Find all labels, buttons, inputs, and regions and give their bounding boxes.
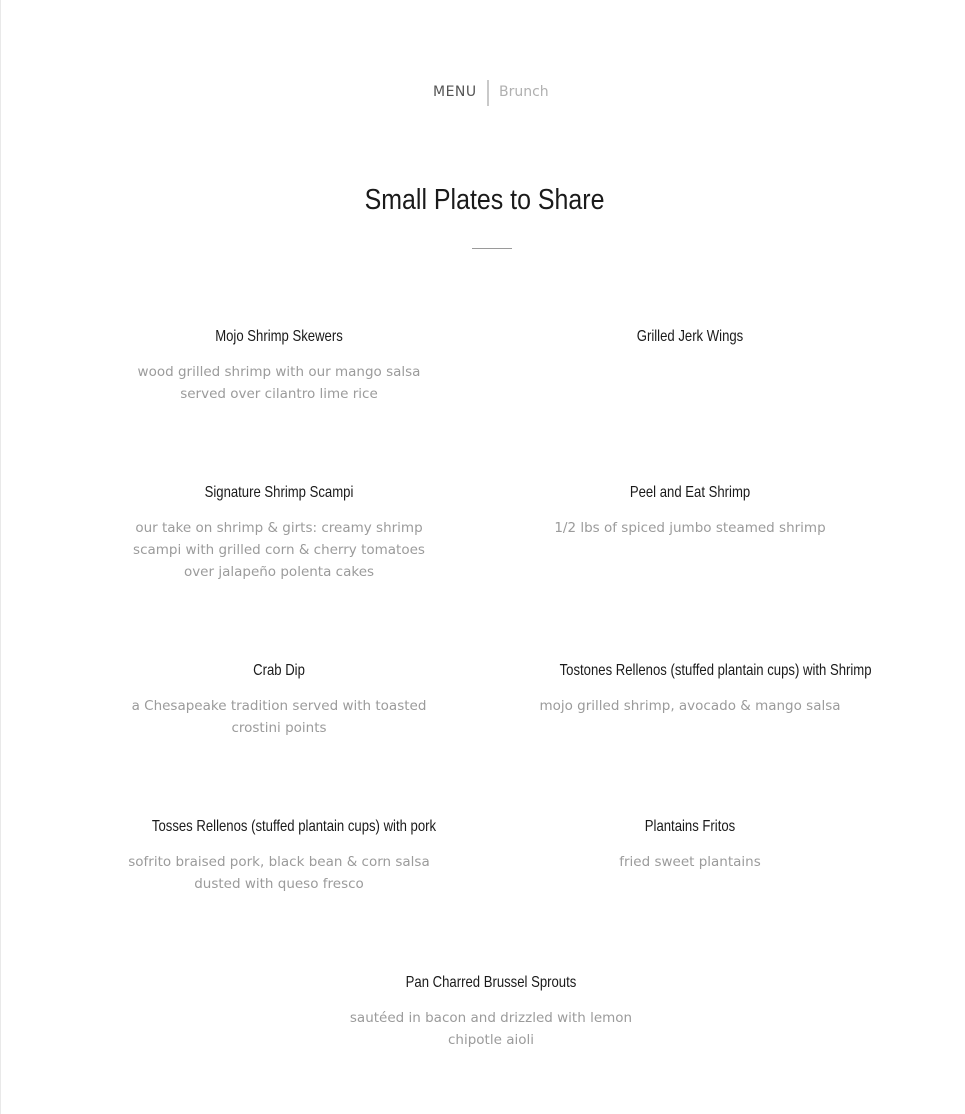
menu-item-name: Plantains Fritos	[644, 818, 736, 835]
menu-item	[531, 327, 849, 347]
menu-item-name: Tosses Rellenos (stuffed plantain cups) with pork	[151, 818, 437, 835]
menu-item	[124, 661, 434, 739]
menu-item-description: a Chesapeake tradition served with toasted crostini points	[131, 698, 427, 736]
menu-item-description: sofrito braised pork, black bean & corn salsa dusted with queso fresco	[128, 854, 430, 892]
menu-item-name: Pan Charred Brussel Sprouts	[405, 974, 577, 991]
menu-nav	[1, 80, 965, 108]
menu-item-name: Grilled Jerk Wings	[636, 328, 744, 345]
menu-item	[331, 973, 651, 1051]
menu-item-description: sautéed in bacon and drizzled with lemon chipotle aioli	[349, 1010, 633, 1048]
menu-item-name: Mojo Shrimp Skewers	[215, 328, 343, 345]
menu-item-name: Tostones Rellenos (stuffed plantain cups) with Shrimp	[559, 662, 872, 679]
menu-item-description: wood grilled shrimp with our mango salsa served over cilantro lime rice	[137, 364, 421, 402]
section-title: Small Plates to Share	[364, 184, 605, 216]
menu-item-description: 1/2 lbs of spiced jumbo steamed shrimp	[554, 520, 826, 536]
menu-item-name: Peel and Eat Shrimp	[629, 484, 751, 501]
menu-item-description: fried sweet plantains	[619, 854, 761, 870]
menu-item	[531, 661, 872, 717]
menu-item-description: mojo grilled shrimp, avocado & mango salsa	[539, 698, 841, 714]
menu-item-description: our take on shrimp & girts: creamy shrimp scampi with grilled corn & cherry tomatoes over jalapeño polenta cakes	[133, 520, 425, 580]
menu-item	[124, 817, 437, 895]
menu-item	[124, 327, 434, 405]
menu-item-name: Crab Dip	[253, 662, 305, 679]
title-divider	[472, 248, 512, 249]
menu-item	[531, 817, 849, 873]
nav-menu-label[interactable]: MENU	[433, 84, 477, 100]
menu-item	[531, 483, 849, 539]
menu-item-name: Signature Shrimp Scampi	[204, 484, 354, 501]
nav-current-brunch[interactable]: Brunch	[499, 84, 549, 100]
menu-item	[124, 483, 434, 583]
nav-divider	[487, 80, 489, 106]
